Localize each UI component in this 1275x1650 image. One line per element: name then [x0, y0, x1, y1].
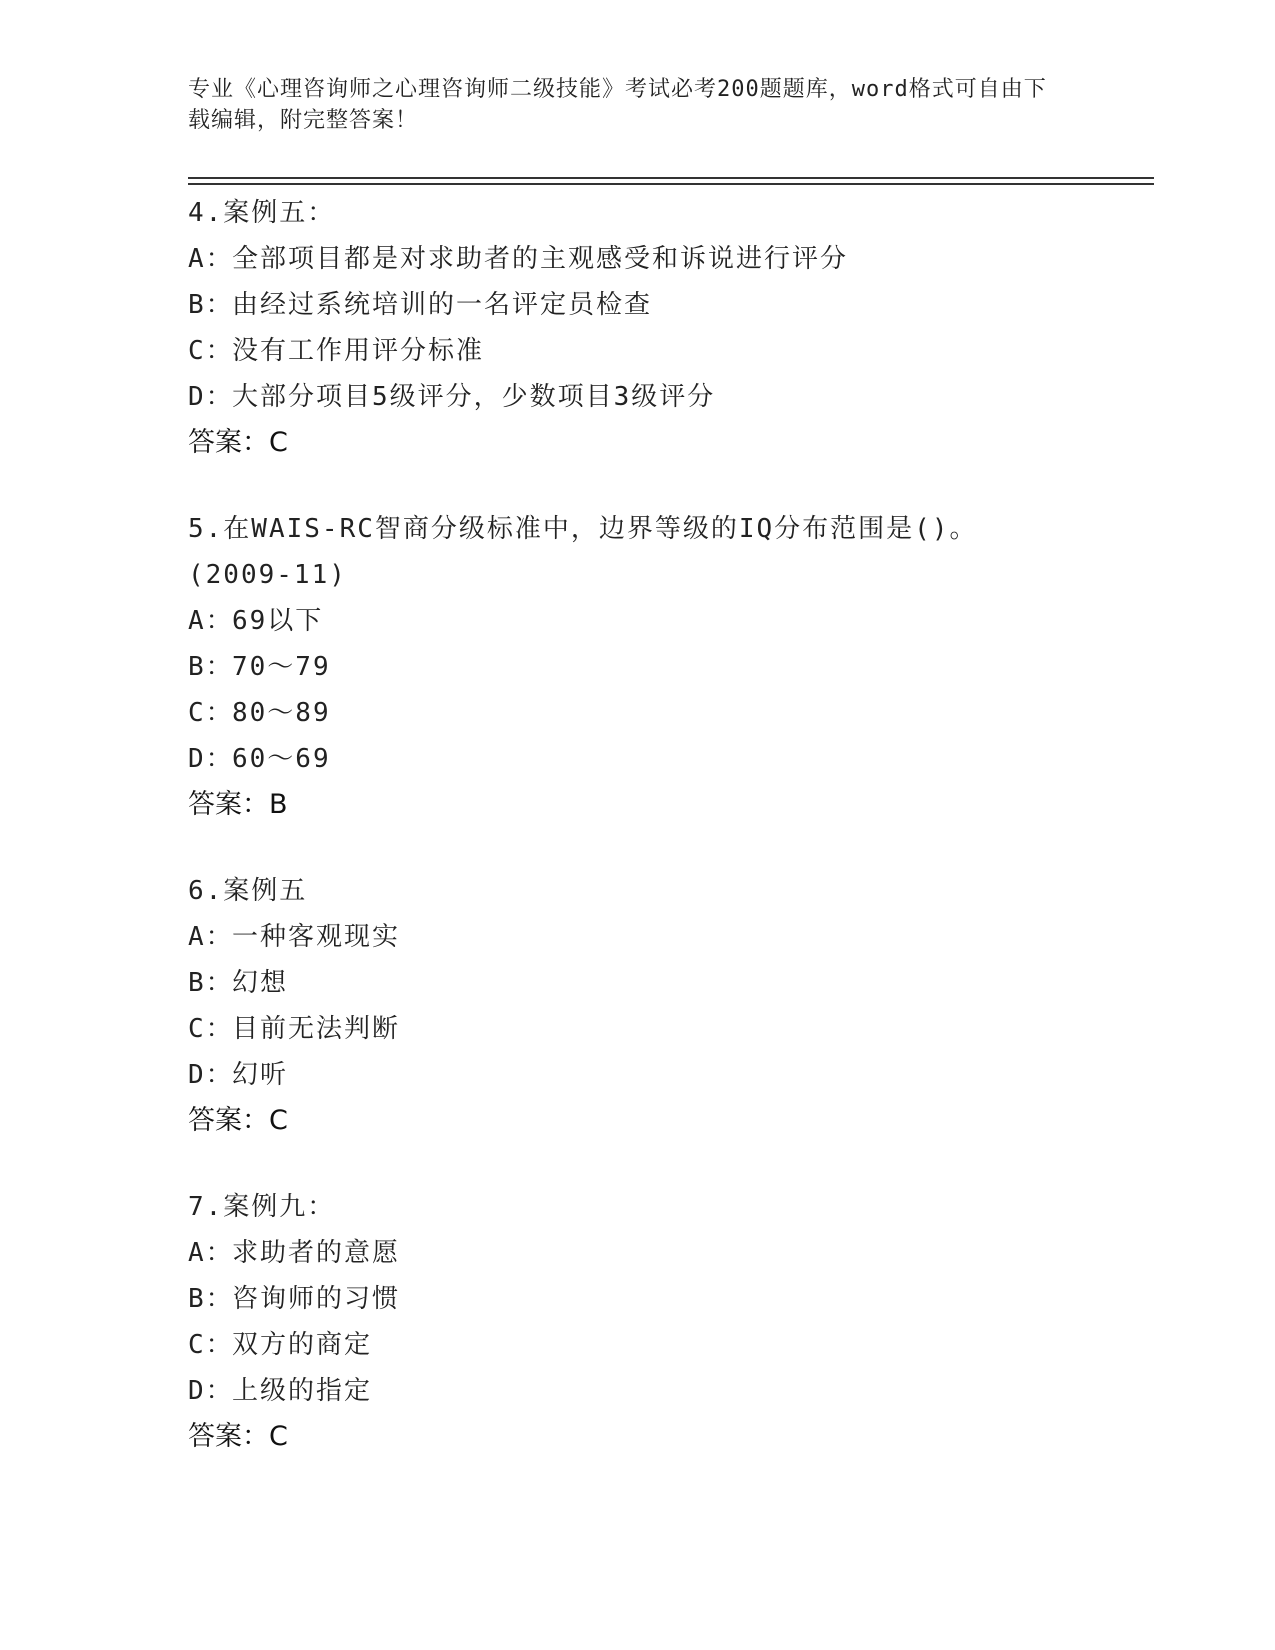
document-header: 专业《心理咨询师之心理咨询师二级技能》考试必考200题题库，word格式可自由下载编辑，附完整答案！	[188, 77, 1047, 133]
option-c	[188, 1006, 1088, 1052]
question-stem: 7.案例九：	[188, 1192, 336, 1222]
option-d	[188, 736, 1088, 782]
option-text: 60～69	[232, 744, 331, 774]
question-item	[188, 190, 1088, 466]
option-letter: B：	[188, 652, 234, 682]
option-a	[188, 236, 1088, 282]
header-divider-bottom	[188, 183, 1154, 185]
question-stem: 4.案例五：	[188, 198, 336, 228]
option-letter: C：	[188, 336, 234, 366]
option-letter: B：	[188, 968, 234, 998]
option-text: 上级的指定	[232, 1376, 373, 1406]
option-letter: D：	[188, 744, 234, 774]
option-a	[188, 598, 1088, 644]
option-b	[188, 644, 1088, 690]
option-text: 一种客观现实	[232, 922, 401, 952]
option-text: 幻听	[232, 1060, 289, 1090]
option-a	[188, 914, 1088, 960]
option-text: 幻想	[232, 968, 289, 998]
option-letter: A：	[188, 244, 234, 274]
option-text: 咨询师的习惯	[232, 1284, 401, 1314]
option-b	[188, 960, 1088, 1006]
option-text: 69以下	[232, 606, 324, 636]
question-stem: 5.在WAIS-RC智商分级标准中，边界等级的IQ分布范围是()。(2009-11)	[188, 514, 978, 590]
option-c	[188, 690, 1088, 736]
header-divider-top	[188, 177, 1154, 179]
option-letter: C：	[188, 1014, 234, 1044]
option-text: 70～79	[232, 652, 331, 682]
answer-line: 答案：C	[188, 1105, 288, 1136]
answer-line: 答案：B	[188, 789, 288, 820]
option-letter: D：	[188, 382, 234, 412]
option-letter: D：	[188, 1376, 234, 1406]
question-stem: 6.案例五	[188, 876, 308, 906]
option-text: 由经过系统培训的一名评定员检查	[232, 290, 653, 320]
option-letter: C：	[188, 698, 234, 728]
question-item	[188, 868, 1088, 1144]
answer-line: 答案：C	[188, 427, 288, 458]
option-text: 求助者的意愿	[232, 1238, 401, 1268]
option-text: 双方的商定	[232, 1330, 373, 1360]
question-item	[188, 1184, 1088, 1460]
option-letter: B：	[188, 290, 234, 320]
option-text: 目前无法判断	[232, 1014, 401, 1044]
answer-line: 答案：C	[188, 1421, 288, 1452]
option-c	[188, 328, 1088, 374]
option-a	[188, 1230, 1088, 1276]
question-list	[188, 190, 1088, 1500]
option-letter: A：	[188, 606, 234, 636]
option-text: 全部项目都是对求助者的主观感受和诉说进行评分	[232, 244, 849, 274]
option-text: 80～89	[232, 698, 331, 728]
option-letter: A：	[188, 1238, 234, 1268]
option-letter: C：	[188, 1330, 234, 1360]
option-c	[188, 1322, 1088, 1368]
option-text: 没有工作用评分标准	[232, 336, 485, 366]
option-text: 大部分项目5级评分，少数项目3级评分	[232, 382, 716, 412]
option-b	[188, 1276, 1088, 1322]
option-d	[188, 1052, 1088, 1098]
question-item	[188, 506, 1088, 828]
option-d	[188, 374, 1088, 420]
option-b	[188, 282, 1088, 328]
option-letter: D：	[188, 1060, 234, 1090]
option-letter: A：	[188, 922, 234, 952]
option-letter: B：	[188, 1284, 234, 1314]
option-d	[188, 1368, 1088, 1414]
